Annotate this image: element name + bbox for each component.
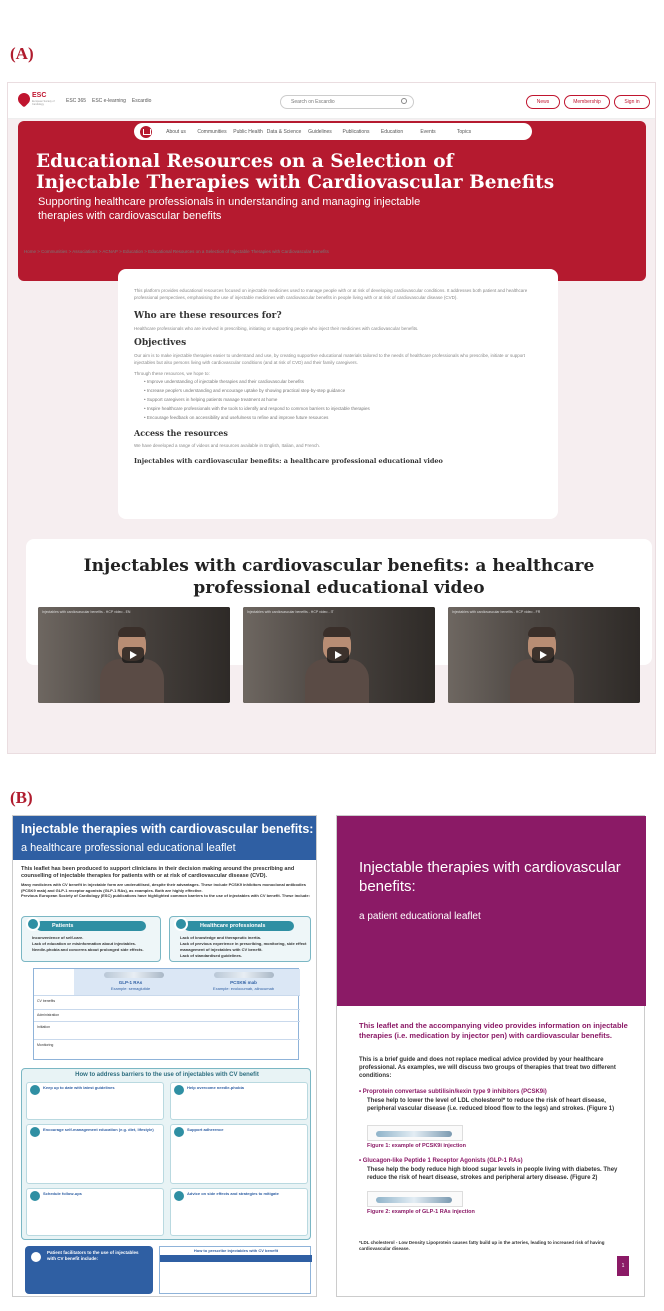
nav-public-health[interactable]: Public Health — [233, 128, 263, 135]
nav-publications[interactable]: Publications — [342, 128, 370, 135]
pen-icon — [376, 1197, 452, 1203]
sign-in-button[interactable]: Sign in — [614, 95, 650, 109]
presenter-image — [510, 629, 574, 703]
calendar-icon — [30, 1191, 40, 1201]
figure-2-caption: Figure 2: example of GLP-1 RAs injection — [367, 1209, 475, 1215]
table-col-pcsk9-example: Example: evolocumab, alirocumab — [212, 986, 275, 991]
hcp-leaflet-header — [13, 816, 317, 860]
video-caption: Injectables with cardiovascular benefits - HCP video - IT — [247, 610, 334, 614]
person-icon — [26, 917, 40, 931]
page-title: Educational Resources on a Selection of Injectable Therapies with Cardiovascular Benefits — [36, 151, 555, 193]
top-link[interactable]: ESC e-learning — [92, 98, 126, 104]
barriers-title: How to address barriers to the use of injectables with CV benefit — [75, 1072, 259, 1078]
page-number: 1 — [617, 1256, 629, 1276]
patients-item: Needle-phobia and concerns about prolonged side effects. — [32, 947, 144, 952]
who-heading: Who are these resources for? — [134, 311, 282, 321]
video-thumbnail[interactable] — [448, 607, 640, 703]
nav-guidelines[interactable]: Guidelines — [308, 128, 332, 135]
objectives-text: Our aim is to make injectable therapies easier to understand and use, by creating supportive educational materials tailored to the needs of healthcare professionals who prescribe, initiate or support injectables but also persons living with cardiovascular conditions (and at risk of CVD) and their family caregivers. — [134, 353, 525, 365]
intro-text: This platform provides educational resources focused on injectable medicines used to manage people with or at risk of developing cardiovascular conditions. It addresses both patient and healthcare professional perspectives, emphasising the use of injectable medicines with cardiovascular benefits in people living with or at risk of cardiovascular disease (CVD). — [134, 288, 528, 300]
video-card — [26, 539, 652, 665]
list-item: • Encourage feedback on accessibility and usefulness to refine and improve future resources — [144, 413, 542, 422]
esc-logo[interactable] — [18, 91, 55, 111]
hcp-heading: Healthcare professionals — [184, 921, 294, 931]
hcp-intro-text: This leaflet has been produced to support clinicians in their decision making around the prescribing and counselling of injectable therapies for patients with or at risk of cardiovascular disease (CVD). — [21, 866, 295, 879]
barrier-card: Support adherence — [170, 1124, 308, 1184]
table-row: Monitoring — [34, 1039, 300, 1053]
objectives-heading: Objectives — [134, 338, 187, 348]
list-item: • Support caregivers in helping patients manage treatment at home — [144, 395, 542, 404]
prescribe-title: How to prescribe injectables with CV benefit — [193, 1248, 279, 1253]
panel-label-b: (B) — [10, 788, 33, 807]
needle-icon — [174, 1085, 184, 1095]
play-icon[interactable] — [532, 647, 554, 663]
video-thumbnail[interactable] — [38, 607, 230, 703]
play-icon[interactable] — [122, 647, 144, 663]
patient-leaflet-header — [337, 816, 646, 1006]
nav-education[interactable]: Education — [380, 128, 404, 135]
glp1-heading: • Glucagon-like Peptide 1 Receptor Agonists (GLP-1 RAs) — [359, 1158, 523, 1164]
hcp-box — [169, 916, 311, 962]
content-card — [118, 269, 558, 519]
video-link[interactable]: Injectables with cardiovascular benefits: a healthcare professional educational video — [134, 457, 443, 465]
video-section-title: Injectables with cardiovascular benefits: a healthcare professional educational video — [83, 556, 595, 598]
top-bar — [8, 83, 656, 119]
glp1-pen-image — [367, 1191, 463, 1207]
person-icon — [29, 1250, 43, 1264]
hcp-item: Lack of knowledge and therapeutic inertia. — [180, 935, 261, 940]
education-icon — [30, 1127, 40, 1137]
top-links — [66, 98, 151, 104]
table-row: Initiation — [34, 1021, 300, 1039]
search-icon[interactable] — [401, 98, 407, 104]
patient-leaflet-subtitle: a patient educational leaflet — [359, 911, 481, 922]
patient-leaflet-title: Injectable therapies with cardiovascular benefits: — [359, 859, 621, 895]
patients-box — [21, 916, 161, 962]
table-col-pcsk9: PCSK9i mab — [230, 980, 257, 985]
hcp-leaflet-subtitle: a healthcare professional educational leaflet — [21, 842, 236, 854]
footnote: *LDL cholesterol - Low Density Lipoprotein causes fatty build up in the arteries, leading to increased risk of having cardiovascular disease. — [359, 1240, 605, 1251]
support-icon — [174, 1127, 184, 1137]
patient-leaflet — [336, 815, 645, 1297]
access-text: We have developed a range of videos and resources available in English, Italian, and French. — [134, 443, 321, 448]
search-input[interactable] — [280, 95, 414, 109]
prescribe-table — [159, 1246, 311, 1294]
video-caption: Injectables with cardiovascular benefits - HCP video - FR — [452, 610, 541, 614]
patients-item: Lack of education or misinformation about injectables. — [32, 941, 137, 946]
barrier-card: Advice on side effects and strategies to mitigate — [170, 1188, 308, 1236]
news-button[interactable]: News — [526, 95, 560, 109]
list-item: • Improve understanding of injectable therapies and their cardiovascular benefits — [144, 377, 542, 386]
main-nav — [134, 123, 532, 140]
barrier-card: Keep up to date with latest guidelines — [26, 1082, 164, 1120]
facilitators-title: Patient facilitators to the use of injectables with CV benefit include: — [47, 1250, 139, 1261]
nav-communities[interactable]: Communities — [197, 128, 227, 135]
logo-subtext: European Society of Cardiology — [32, 100, 55, 106]
patients-heading: Patients — [36, 921, 146, 931]
table-col-glp1: GLP-1 RAs — [118, 980, 143, 985]
patients-item: Inconvenience of self-care. — [32, 935, 84, 940]
barrier-card: Encourage self-management education (e.g. diet, lifestyle) — [26, 1124, 164, 1184]
barrier-card: Schedule follow-ups — [26, 1188, 164, 1236]
home-icon[interactable] — [140, 126, 152, 138]
video-thumbnail[interactable] — [243, 607, 435, 703]
nav-events[interactable]: Events — [420, 128, 436, 135]
facilitators-box — [25, 1246, 153, 1294]
table-row: Administration — [34, 1009, 300, 1021]
pen-icon — [104, 972, 164, 978]
barrier-card: Help overcome needle-phobia — [170, 1082, 308, 1120]
page-subtitle: Supporting healthcare professionals in understanding and managing injectable therapies with cardiovascular benefits — [38, 196, 421, 222]
table-col-glp1-example: Example: semaglutide — [110, 986, 151, 991]
list-item: • Inspire healthcare professionals with the tools to identify and respond to common barriers to injectable therapies — [144, 404, 542, 413]
nav-topics[interactable]: Topics — [456, 128, 472, 135]
nav-data-science[interactable]: Data & Science — [266, 128, 302, 135]
hcp-intro — [21, 866, 311, 899]
hcp-leaflet — [12, 815, 317, 1297]
breadcrumb[interactable]: Home > Communities > Associations > ACNAP > Education > Educational Resources on a Selection of Injectable Therapies with Cardiovascular Benefits — [24, 249, 329, 254]
pcsk9-heading: • Proprotein convertase subtilisin/kexin type 9 inhibitors (PCSK9i) — [359, 1089, 547, 1095]
pcsk9-pen-image — [367, 1125, 463, 1141]
hcp-item: Lack of previous experience in prescribing, monitoring, side effect management of injectables with CV benefit. — [180, 941, 307, 952]
presenter-image — [305, 629, 369, 703]
pen-icon — [214, 972, 274, 978]
hcp-intro-bullet: Previous European Society of Cardiology (ESC) publications have highlighted common barriers to the use of injectables with CV benefit. These include: — [21, 893, 310, 898]
top-link[interactable]: ESC 365 — [66, 98, 87, 104]
logo-text: ESC — [32, 92, 47, 99]
checklist-icon — [30, 1085, 40, 1095]
hcp-leaflet-title: Injectable therapies with cardiovascular benefits: — [21, 822, 314, 836]
search-placeholder: Search on Escardio — [291, 99, 335, 105]
presenter-image — [100, 629, 164, 703]
glp1-text: These help the body reduce high blood sugar levels in people living with diabetes. They reduce the risk of heart disease, strokes and peripheral artery disease. (Figure 2) — [367, 1167, 618, 1181]
hcp-item: Lack of standardised guidelines. — [180, 953, 243, 958]
top-link[interactable]: Escardio — [131, 98, 152, 104]
who-text: Healthcare professionals who are involved in prescribing, initiating or supporting people who inject their medicines with cardiovascular benefits. — [134, 326, 419, 331]
patient-lead: This leaflet and the accompanying video provides information on injectable therapies (i.e. medication by injector pen) with cardiovascular benefits. — [359, 1021, 628, 1040]
advice-icon — [174, 1191, 184, 1201]
nav-about[interactable]: About us — [166, 128, 186, 135]
table-row: CV benefits — [34, 995, 300, 1009]
through-text: Through these resources, we hope to: — [134, 371, 210, 376]
doctor-icon — [174, 917, 188, 931]
access-heading: Access the resources — [134, 428, 228, 438]
barriers-box — [21, 1068, 311, 1240]
hcp-intro-bullet: Many medicines with CV benefit in injectable form are underutilised, despite their advantages. These include PCSK9 inhibitors monoclonal antibodies (PCSK9 mab) and GLP-1 receptor agonists (GLP-1 RAs), as examples. Both are highly effective. — [21, 882, 306, 893]
pen-icon — [376, 1131, 452, 1137]
patient-paragraph: This is a brief guide and does not replace medical advice provided by your healthcare professional. As examples, we will discuss two groups of therapies that treat two different conditions: — [359, 1057, 616, 1079]
video-caption: Injectables with cardiovascular benefits - HCP video - EN — [42, 610, 131, 614]
list-item: • Increase people's understanding and encourage uptake by showing practical step-by-step guidance — [144, 386, 542, 395]
pcsk9-text: These help to lower the level of LDL cholesterol* to reduce the risk of heart disease, peripheral vascular disease (i.e. reduced blood flow to the legs) and strokes. (Figure 1) — [367, 1098, 615, 1112]
table-header — [74, 969, 300, 995]
figure-1-caption: Figure 1: example of PCSK9i injection — [367, 1143, 467, 1149]
membership-button[interactable]: Membership — [564, 95, 610, 109]
play-icon[interactable] — [327, 647, 349, 663]
website-screenshot — [7, 82, 656, 754]
comparison-table — [33, 968, 299, 1060]
panel-label-a: (A) — [10, 44, 34, 63]
heart-logo-icon — [16, 91, 33, 108]
